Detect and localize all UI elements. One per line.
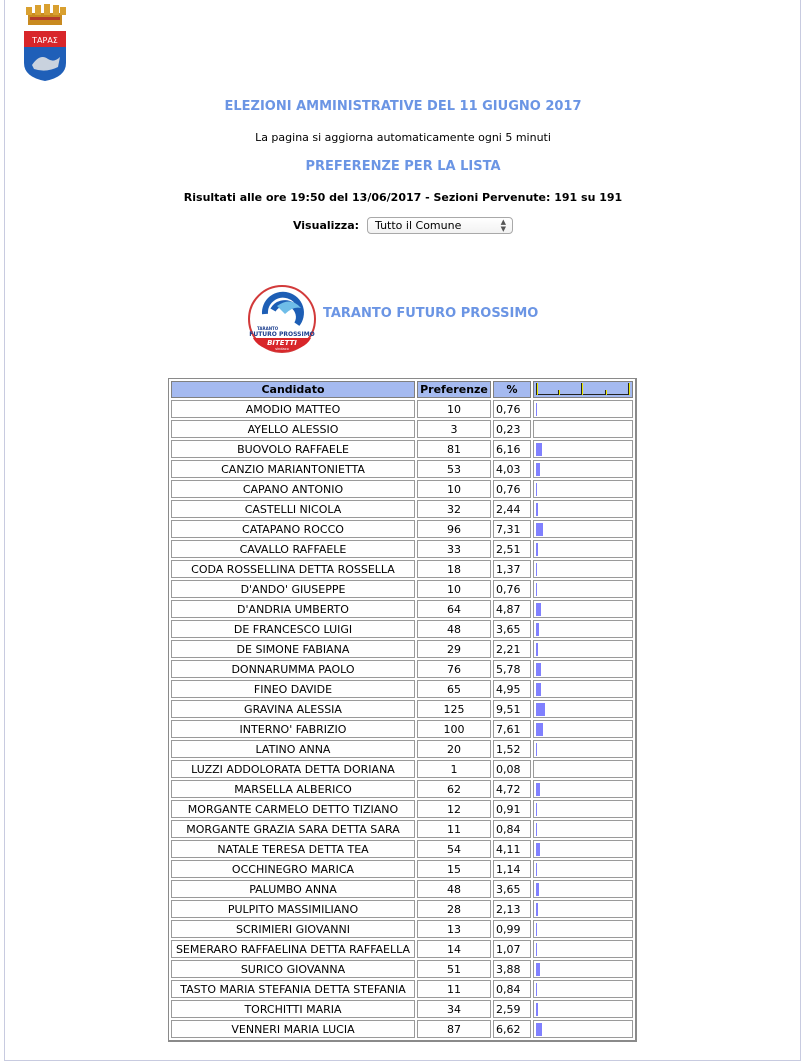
candidate-bar — [536, 463, 540, 476]
section-title: PREFERENZE PER LA LISTA — [305, 159, 501, 174]
candidate-percent: 0,84 — [493, 820, 531, 838]
candidate-bar — [536, 1003, 538, 1016]
candidate-bar — [536, 663, 541, 676]
candidate-percent: 0,76 — [493, 480, 531, 498]
table-row — [171, 520, 633, 538]
candidate-percent: 4,87 — [493, 600, 531, 618]
list-name: TARANTO FUTURO PROSSIMO — [323, 306, 539, 321]
candidate-votes: 34 — [417, 1000, 491, 1018]
candidate-votes: 1 — [417, 760, 491, 778]
candidate-bar-cell — [533, 960, 633, 978]
candidate-name: OCCHINEGRO MARICA — [171, 860, 415, 878]
candidate-name: CODA ROSSELLINA DETTA ROSSELLA — [171, 560, 415, 578]
candidate-bar — [536, 963, 540, 976]
candidate-votes: 76 — [417, 660, 491, 678]
table-row — [171, 860, 633, 878]
candidate-name: PALUMBO ANNA — [171, 880, 415, 898]
candidate-votes: 48 — [417, 620, 491, 638]
candidate-bar-cell — [533, 1000, 633, 1018]
candidate-bar-cell — [533, 880, 633, 898]
candidate-bar — [536, 683, 541, 696]
select-arrows-icon: ▲ ▼ — [500, 218, 507, 233]
candidate-bar — [536, 563, 537, 576]
candidate-votes: 14 — [417, 940, 491, 958]
candidate-bar — [536, 923, 537, 936]
candidate-votes: 18 — [417, 560, 491, 578]
table-row — [171, 880, 633, 898]
candidate-name: CATAPANO ROCCO — [171, 520, 415, 538]
candidate-bar — [536, 643, 538, 656]
candidate-bar — [536, 943, 537, 956]
candidate-name: D'ANDRIA UMBERTO — [171, 600, 415, 618]
candidate-percent: 2,59 — [493, 1000, 531, 1018]
candidate-name: VENNERI MARIA LUCIA — [171, 1020, 415, 1038]
table-row — [171, 660, 633, 678]
candidate-percent: 0,84 — [493, 980, 531, 998]
candidate-votes: 11 — [417, 820, 491, 838]
candidate-percent: 4,72 — [493, 780, 531, 798]
candidate-votes: 3 — [417, 420, 491, 438]
table-row — [171, 600, 633, 618]
candidate-bar-cell — [533, 820, 633, 838]
candidate-percent: 0,08 — [493, 760, 531, 778]
candidate-name: INTERNO' FABRIZIO — [171, 720, 415, 738]
candidate-votes: 64 — [417, 600, 491, 618]
candidate-percent: 3,88 — [493, 960, 531, 978]
table-row — [171, 500, 633, 518]
candidate-name: AMODIO MATTEO — [171, 400, 415, 418]
candidate-bar-cell — [533, 440, 633, 458]
candidate-name: D'ANDO' GIUSEPPE — [171, 580, 415, 598]
candidate-votes: 96 — [417, 520, 491, 538]
candidate-bar-cell — [533, 540, 633, 558]
candidate-bar-cell — [533, 840, 633, 858]
candidate-percent: 3,65 — [493, 880, 531, 898]
list-logo-icon — [247, 284, 317, 354]
candidate-bar-cell — [533, 720, 633, 738]
table-row — [171, 800, 633, 818]
candidate-name: CASTELLI NICOLA — [171, 500, 415, 518]
candidate-bar-cell — [533, 700, 633, 718]
candidate-votes: 48 — [417, 880, 491, 898]
candidate-bar-cell — [533, 900, 633, 918]
candidate-bar — [536, 803, 537, 816]
candidate-name: TASTO MARIA STEFANIA DETTA STEFANIA — [171, 980, 415, 998]
table-row — [171, 840, 633, 858]
candidate-percent: 9,51 — [493, 700, 531, 718]
candidate-votes: 10 — [417, 480, 491, 498]
results-info: Risultati alle ore 19:50 del 13/06/2017 - Sezioni Pervenute: 191 su 191 — [183, 191, 623, 204]
candidate-percent: 5,78 — [493, 660, 531, 678]
candidate-bar-cell — [533, 800, 633, 818]
candidate-name: DONNARUMMA PAOLO — [171, 660, 415, 678]
table-row — [171, 700, 633, 718]
candidate-percent: 2,21 — [493, 640, 531, 658]
candidate-bar — [536, 903, 538, 916]
candidate-percent: 1,52 — [493, 740, 531, 758]
candidate-name: LATINO ANNA — [171, 740, 415, 758]
candidate-bar — [536, 603, 541, 616]
candidate-bar-cell — [533, 500, 633, 518]
table-row — [171, 1000, 633, 1018]
candidate-bar — [536, 403, 537, 416]
candidate-votes: 11 — [417, 980, 491, 998]
candidate-percent: 4,03 — [493, 460, 531, 478]
candidate-bar — [536, 743, 537, 756]
candidate-votes: 28 — [417, 900, 491, 918]
table-row — [171, 1020, 633, 1038]
candidate-bar — [536, 623, 539, 636]
logo-text-sub: sindaco — [275, 347, 289, 351]
crest-text: ΤΑΡΑΣ — [32, 36, 58, 45]
candidate-percent: 1,37 — [493, 560, 531, 578]
candidate-percent: 0,76 — [493, 580, 531, 598]
candidate-name: CANZIO MARIANTONIETTA — [171, 460, 415, 478]
candidate-bar-cell — [533, 980, 633, 998]
scale-baseline — [536, 394, 630, 395]
page-title: ELEZIONI AMMINISTRATIVE DEL 11 GIUGNO 2017 — [224, 99, 582, 114]
candidate-percent: 2,51 — [493, 540, 531, 558]
candidate-votes: 33 — [417, 540, 491, 558]
candidate-bar-cell — [533, 580, 633, 598]
candidate-votes: 20 — [417, 740, 491, 758]
candidate-bar-cell — [533, 860, 633, 878]
candidate-percent: 1,07 — [493, 940, 531, 958]
candidate-bar-cell — [533, 620, 633, 638]
table-row — [171, 900, 633, 918]
candidate-name: SEMERARO RAFFAELINA DETTA RAFFAELLA — [171, 940, 415, 958]
table-row — [171, 480, 633, 498]
candidate-bar-cell — [533, 480, 633, 498]
candidate-votes: 51 — [417, 960, 491, 978]
candidate-bar-cell — [533, 760, 633, 778]
candidate-bar — [536, 783, 540, 796]
column-header-candidate: Candidato — [171, 381, 415, 398]
table-header-row — [171, 381, 633, 398]
table-row — [171, 740, 633, 758]
candidate-name: NATALE TERESA DETTA TEA — [171, 840, 415, 858]
bar-scale-header — [533, 381, 633, 398]
table-row — [171, 420, 633, 438]
candidate-percent: 7,61 — [493, 720, 531, 738]
view-select[interactable] — [367, 217, 513, 234]
candidate-percent: 4,11 — [493, 840, 531, 858]
candidate-votes: 10 — [417, 580, 491, 598]
table-row — [171, 540, 633, 558]
candidate-bar — [536, 503, 538, 516]
candidate-name: GRAVINA ALESSIA — [171, 700, 415, 718]
candidate-votes: 81 — [417, 440, 491, 458]
candidate-bar — [536, 543, 538, 556]
table-row — [171, 720, 633, 738]
candidate-percent: 4,95 — [493, 680, 531, 698]
table-row — [171, 400, 633, 418]
table-row — [171, 620, 633, 638]
candidate-name: TORCHITTI MARIA — [171, 1000, 415, 1018]
candidate-votes: 87 — [417, 1020, 491, 1038]
candidate-bar — [536, 983, 537, 996]
candidate-name: MARSELLA ALBERICO — [171, 780, 415, 798]
candidate-percent: 7,31 — [493, 520, 531, 538]
candidate-bar-cell — [533, 920, 633, 938]
candidate-percent: 1,14 — [493, 860, 531, 878]
candidate-percent: 0,91 — [493, 800, 531, 818]
candidate-votes: 32 — [417, 500, 491, 518]
candidate-bar-cell — [533, 780, 633, 798]
candidate-bar-cell — [533, 520, 633, 538]
table-row — [171, 580, 633, 598]
table-row — [171, 940, 633, 958]
candidate-name: DE SIMONE FABIANA — [171, 640, 415, 658]
candidate-bar-cell — [533, 1020, 633, 1038]
logo-text-band: BITETTI — [267, 339, 297, 347]
candidate-name: PULPITO MASSIMILIANO — [171, 900, 415, 918]
candidate-name: MORGANTE GRAZIA SARA DETTA SARA — [171, 820, 415, 838]
auto-refresh-note: La pagina si aggiorna automaticamente ogni 5 minuti — [255, 131, 551, 144]
candidate-name: AYELLO ALESSIO — [171, 420, 415, 438]
column-header-percent: % — [493, 381, 531, 398]
candidate-bar — [536, 723, 543, 736]
candidate-votes: 125 — [417, 700, 491, 718]
candidate-name: BUOVOLO RAFFAELE — [171, 440, 415, 458]
preferences-table — [168, 378, 637, 1042]
table-row — [171, 760, 633, 778]
candidate-percent: 2,13 — [493, 900, 531, 918]
candidate-percent: 2,44 — [493, 500, 531, 518]
candidate-votes: 53 — [417, 460, 491, 478]
candidate-bar-cell — [533, 600, 633, 618]
candidate-bar — [536, 523, 543, 536]
candidate-percent: 0,99 — [493, 920, 531, 938]
candidate-votes: 10 — [417, 400, 491, 418]
candidate-votes: 29 — [417, 640, 491, 658]
candidate-bar — [536, 843, 540, 856]
candidate-name: MORGANTE CARMELO DETTO TIZIANO — [171, 800, 415, 818]
candidate-name: CAVALLO RAFFAELE — [171, 540, 415, 558]
table-row — [171, 680, 633, 698]
candidate-name: SURICO GIOVANNA — [171, 960, 415, 978]
candidate-name: LUZZI ADDOLORATA DETTA DORIANA — [171, 760, 415, 778]
candidate-bar — [536, 443, 542, 456]
scale-tick — [628, 383, 630, 395]
candidate-bar-cell — [533, 400, 633, 418]
logo-text-top: TARANTO — [257, 326, 279, 331]
candidate-votes: 65 — [417, 680, 491, 698]
table-row — [171, 980, 633, 998]
table-row — [171, 560, 633, 578]
scale-tick — [581, 383, 583, 395]
candidate-percent: 0,23 — [493, 420, 531, 438]
table-row — [171, 780, 633, 798]
scale-tick — [536, 383, 538, 395]
candidate-votes: 62 — [417, 780, 491, 798]
candidate-bar — [536, 823, 537, 836]
candidate-votes: 100 — [417, 720, 491, 738]
candidate-name: DE FRANCESCO LUIGI — [171, 620, 415, 638]
candidate-bar-cell — [533, 640, 633, 658]
candidate-votes: 54 — [417, 840, 491, 858]
view-select-value: Tutto il Comune — [375, 219, 462, 232]
candidate-votes: 12 — [417, 800, 491, 818]
table-row — [171, 960, 633, 978]
view-filter — [0, 217, 806, 234]
column-header-votes: Preferenze — [417, 381, 491, 398]
candidate-bar — [536, 483, 537, 496]
candidate-percent: 6,16 — [493, 440, 531, 458]
logo-text-main: FUTURO PROSSIMO — [249, 331, 315, 338]
table-row — [171, 920, 633, 938]
scale-tick — [558, 390, 560, 395]
candidate-bar-cell — [533, 940, 633, 958]
candidate-votes: 13 — [417, 920, 491, 938]
candidate-name: SCRIMIERI GIOVANNI — [171, 920, 415, 938]
candidate-percent: 0,76 — [493, 400, 531, 418]
scale-tick — [605, 390, 607, 395]
candidate-bar-cell — [533, 740, 633, 758]
candidate-bar — [536, 863, 537, 876]
candidate-bar-cell — [533, 420, 633, 438]
candidate-name: FINEO DAVIDE — [171, 680, 415, 698]
candidate-bar-cell — [533, 560, 633, 578]
candidate-percent: 6,62 — [493, 1020, 531, 1038]
candidate-bar — [536, 703, 545, 716]
taranto-coat-of-arms-icon — [22, 3, 68, 81]
candidate-name: CAPANO ANTONIO — [171, 480, 415, 498]
candidate-bar-cell — [533, 680, 633, 698]
candidate-bar-cell — [533, 660, 633, 678]
table-row — [171, 820, 633, 838]
candidate-bar — [536, 883, 539, 896]
view-label: Visualizza: — [292, 219, 360, 232]
candidate-bar-cell — [533, 460, 633, 478]
candidate-bar — [536, 583, 537, 596]
table-row — [171, 640, 633, 658]
table-row — [171, 460, 633, 478]
candidate-votes: 15 — [417, 860, 491, 878]
table-row — [171, 440, 633, 458]
candidate-bar — [536, 1023, 542, 1036]
candidate-percent: 3,65 — [493, 620, 531, 638]
